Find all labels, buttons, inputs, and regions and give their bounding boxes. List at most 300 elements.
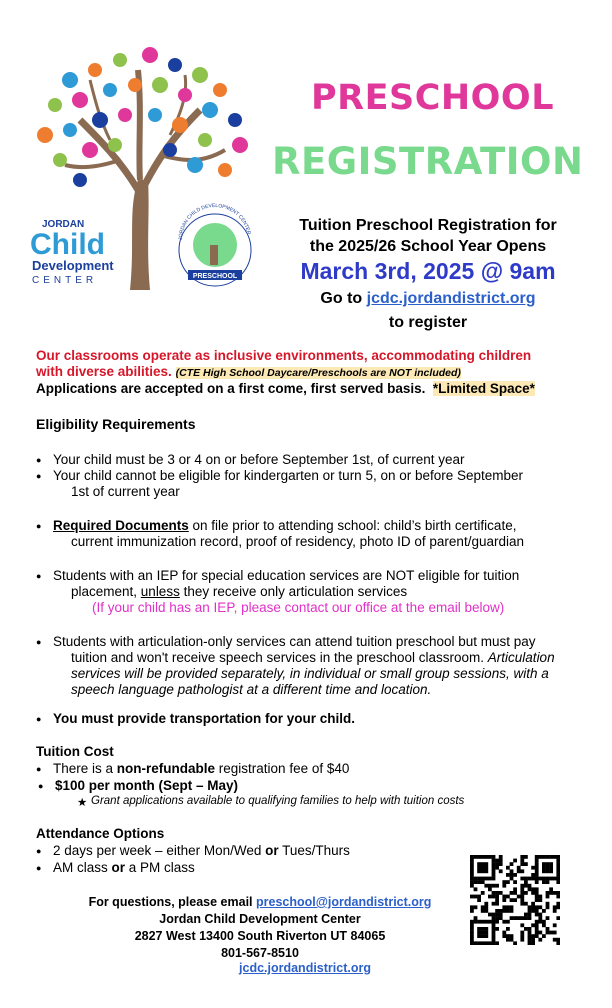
qr-module (553, 905, 557, 909)
tuition-item-fee (53, 761, 349, 777)
attendance-item-session (53, 860, 195, 876)
qr-module (517, 869, 521, 873)
qr-module (474, 905, 478, 909)
qr-module (517, 866, 521, 870)
qr-module (499, 891, 503, 895)
qr-module (484, 927, 488, 931)
registration-opens-line2: the 2025/26 School Year Opens (309, 238, 547, 255)
questions-line (60, 894, 460, 911)
qr-module (488, 941, 492, 945)
qr-module (535, 895, 539, 899)
qr-module (492, 862, 496, 866)
qr-module (520, 855, 524, 859)
jcdc-logo-tree-illustration (10, 40, 280, 300)
qr-module (510, 873, 514, 877)
iep-text-a: placement, (71, 584, 141, 599)
registration-opens-line1: Tuition Preschool Registration for (299, 217, 557, 234)
qr-module (484, 855, 488, 859)
iep-unless: unless (140, 584, 180, 599)
qr-module (492, 877, 496, 881)
page-title-line1: PRESCHOOL (310, 78, 554, 118)
qr-module (556, 862, 560, 866)
qr-module (538, 916, 542, 920)
qr-module (492, 920, 496, 924)
qr-code[interactable] (470, 855, 560, 945)
qr-module (495, 862, 499, 866)
qr-module (488, 855, 492, 859)
qr-module (520, 902, 524, 906)
qr-module (528, 887, 532, 891)
qr-module (549, 862, 553, 866)
qr-module (549, 855, 553, 859)
eligibility-item-kindergarten-cont: 1st of current year (71, 484, 180, 499)
qr-module (542, 909, 546, 913)
qr-module (484, 869, 488, 873)
qr-module (546, 891, 550, 895)
qr-module (520, 859, 524, 863)
qr-module (477, 941, 481, 945)
qr-module (520, 895, 524, 899)
qr-module (492, 941, 496, 945)
badge-label: PRESCHOOL (192, 273, 238, 280)
iep-text-b: they receive only articulation services (179, 584, 408, 599)
qr-module (495, 866, 499, 870)
qr-module (492, 938, 496, 942)
questions-text: For questions, please email (88, 895, 256, 909)
qr-module (470, 909, 474, 913)
qr-module (524, 902, 528, 906)
qr-module (502, 909, 506, 913)
qr-module (535, 934, 539, 938)
qr-module (513, 941, 517, 945)
qr-module (481, 855, 485, 859)
qr-module (553, 877, 557, 881)
articulation-line2 (71, 650, 612, 666)
qr-module (538, 877, 542, 881)
qr-module (556, 938, 560, 942)
qr-module (535, 923, 539, 927)
qr-module (524, 916, 528, 920)
qr-module (546, 866, 550, 870)
qr-module (553, 923, 557, 927)
qr-module (484, 884, 488, 888)
qr-module (481, 941, 485, 945)
qr-module (556, 941, 560, 945)
qr-module (535, 905, 539, 909)
qr-module (517, 916, 521, 920)
qr-module (520, 923, 524, 927)
qr-module (531, 891, 535, 895)
qr-module (528, 916, 532, 920)
qr-module (499, 862, 503, 866)
qr-module (499, 909, 503, 913)
qr-module (495, 920, 499, 924)
qr-module (474, 880, 478, 884)
qr-module (528, 905, 532, 909)
qr-module (488, 887, 492, 891)
qr-module (492, 873, 496, 877)
qr-module (531, 877, 535, 881)
limited-space-badge: *Limited Space* (432, 381, 535, 396)
iep-contact-note: (If your child has an IEP, please contact our office at the email below) (92, 600, 505, 615)
qr-module (481, 934, 485, 938)
qr-module (506, 895, 510, 899)
qr-module (495, 941, 499, 945)
qr-module (520, 916, 524, 920)
inclusive-statement-tail: with diverse abilities. (36, 364, 172, 379)
qr-module (506, 905, 510, 909)
address: 2827 West 13400 South Riverton UT 84065 (134, 929, 386, 943)
qr-module (495, 902, 499, 906)
qr-module (520, 934, 524, 938)
qr-module (531, 887, 535, 891)
qr-module (484, 905, 488, 909)
qr-module (492, 913, 496, 917)
qr-module (549, 891, 553, 895)
qr-module (499, 869, 503, 873)
qr-module (556, 895, 560, 899)
qr-module (546, 869, 550, 873)
qr-module (546, 877, 550, 881)
qr-module (556, 869, 560, 873)
qr-module (477, 866, 481, 870)
qr-module (510, 909, 514, 913)
qr-module (520, 884, 524, 888)
qr-module (528, 927, 532, 931)
qr-module (477, 877, 481, 881)
qr-module (499, 913, 503, 917)
eligibility-item-age: ● Your child must be 3 or 4 on or before September 1st, of current year (53, 452, 464, 468)
qr-module (524, 891, 528, 895)
qr-module (524, 913, 528, 917)
required-documents-cont: current immunization record, proof of residency, photo ID of parent/guardian (71, 534, 524, 549)
qr-module (470, 941, 474, 945)
qr-module (492, 927, 496, 931)
qr-module (477, 931, 481, 935)
qr-module (542, 880, 546, 884)
qr-module (470, 880, 474, 884)
qr-module (495, 927, 499, 931)
qr-module (495, 859, 499, 863)
qr-module (470, 931, 474, 935)
qr-module (502, 905, 506, 909)
qr-module (495, 909, 499, 913)
qr-module (488, 920, 492, 924)
qr-module (484, 866, 488, 870)
qr-module (484, 934, 488, 938)
eligibility-heading: Eligibility Requirements (36, 416, 196, 432)
qr-module (553, 938, 557, 942)
qr-module (499, 859, 503, 863)
qr-module (513, 880, 517, 884)
qr-module (546, 862, 550, 866)
qr-module (546, 916, 550, 920)
qr-module (499, 855, 503, 859)
qr-module (556, 859, 560, 863)
qr-module (556, 866, 560, 870)
qr-module (549, 877, 553, 881)
qr-module (484, 931, 488, 935)
qr-module (481, 862, 485, 866)
qr-module (484, 909, 488, 913)
footer-website-link[interactable]: jcdc.jordandistrict.org (239, 961, 371, 975)
qr-module (535, 909, 539, 913)
days-text-a: 2 days per week – either Mon/Wed (53, 843, 266, 858)
qr-module (520, 938, 524, 942)
qr-module (502, 880, 506, 884)
qr-module (495, 895, 499, 899)
qr-module (556, 916, 560, 920)
qr-module (520, 931, 524, 935)
qr-module (492, 891, 496, 895)
qr-module (528, 909, 532, 913)
qr-module (528, 884, 532, 888)
qr-module (556, 880, 560, 884)
qr-module (538, 895, 542, 899)
qr-module (510, 934, 514, 938)
qr-module (474, 895, 478, 899)
qr-module (495, 916, 499, 920)
qr-module (546, 895, 550, 899)
eligibility-item-documents (53, 518, 516, 534)
qr-module (535, 855, 539, 859)
qr-module (556, 902, 560, 906)
qr-module (535, 866, 539, 870)
qr-module (470, 869, 474, 873)
qr-module (488, 895, 492, 899)
qr-module (484, 862, 488, 866)
qr-module (513, 887, 517, 891)
qr-module (506, 880, 510, 884)
qr-module (506, 938, 510, 942)
qr-module (546, 902, 550, 906)
qr-module (470, 862, 474, 866)
qr-module (492, 895, 496, 899)
qr-module (538, 905, 542, 909)
qr-module (538, 898, 542, 902)
qr-module (553, 931, 557, 935)
qr-module (481, 905, 485, 909)
qr-module (502, 920, 506, 924)
email-link[interactable]: preschool@jordandistrict.org (256, 895, 432, 909)
qr-module (556, 905, 560, 909)
qr-module (481, 877, 485, 881)
qr-module (481, 891, 485, 895)
qr-module (470, 905, 474, 909)
qr-module (477, 869, 481, 873)
qr-module (495, 891, 499, 895)
qr-module (546, 927, 550, 931)
qr-module (542, 877, 546, 881)
qr-module (542, 866, 546, 870)
qr-module (481, 869, 485, 873)
qr-module (510, 898, 514, 902)
qr-module (535, 898, 539, 902)
qr-module (506, 934, 510, 938)
qr-module (531, 873, 535, 877)
register-text: to register (388, 314, 468, 331)
page-title-line2: REGISTRATION (272, 140, 584, 183)
qr-module (474, 877, 478, 881)
qr-module (492, 869, 496, 873)
articulation-text-a: tuition and won't receive speech services in the preschool classroom. (71, 650, 488, 665)
qr-module (535, 873, 539, 877)
qr-module (524, 927, 528, 931)
org-name: Jordan Child Development Center (159, 912, 361, 926)
qr-module (484, 920, 488, 924)
qr-module (513, 859, 517, 863)
qr-module (531, 934, 535, 938)
attendance-item-days (53, 843, 350, 859)
qr-module (520, 898, 524, 902)
qr-module (553, 909, 557, 913)
qr-module (542, 862, 546, 866)
eligibility-item-kindergarten: ● Your child cannot be eligible for kindergarten or turn 5, on or before September (53, 468, 523, 484)
qr-module (470, 884, 474, 888)
qr-module (481, 927, 485, 931)
qr-module (542, 934, 546, 938)
website-link[interactable]: jcdc.jordandistrict.org (366, 290, 536, 307)
qr-module (510, 877, 514, 881)
qr-module (488, 877, 492, 881)
qr-module (470, 938, 474, 942)
qr-module (484, 941, 488, 945)
qr-module (506, 920, 510, 924)
qr-module (502, 931, 506, 935)
badge-ring-text: JORDAN CHILD DEVELOPMENT CENTER (177, 202, 252, 241)
qr-module (492, 855, 496, 859)
qr-module (470, 920, 474, 924)
qr-module (531, 905, 535, 909)
qr-module (528, 877, 532, 881)
inclusive-statement-line1: Our classrooms operate as inclusive environments, accommodating children (36, 348, 532, 363)
qr-module (531, 902, 535, 906)
qr-module (549, 931, 553, 935)
logo-center-text: CENTER (32, 275, 98, 286)
qr-module (488, 884, 492, 888)
qr-module (553, 855, 557, 859)
qr-module (513, 898, 517, 902)
qr-module (513, 916, 517, 920)
qr-module (520, 877, 524, 881)
qr-module (492, 934, 496, 938)
qr-module (556, 873, 560, 877)
qr-module (520, 891, 524, 895)
qr-module (488, 913, 492, 917)
qr-module (474, 855, 478, 859)
qr-module (481, 920, 485, 924)
qr-module (506, 866, 510, 870)
logo-development-text: Development (32, 258, 114, 273)
qr-module (528, 931, 532, 935)
qr-module (531, 866, 535, 870)
qr-module (492, 923, 496, 927)
qr-module (499, 916, 503, 920)
qr-module (477, 855, 481, 859)
qr-module (528, 913, 532, 917)
qr-module (495, 898, 499, 902)
qr-module (531, 909, 535, 913)
qr-module (492, 866, 496, 870)
qr-module (513, 891, 517, 895)
qr-module (484, 902, 488, 906)
qr-module (510, 938, 514, 942)
goto-text: Go to (320, 290, 367, 307)
qr-module (477, 862, 481, 866)
articulation-text-b: Articulation (487, 650, 555, 665)
qr-module (535, 913, 539, 917)
qr-module (481, 931, 485, 935)
qr-module (492, 931, 496, 935)
qr-module (474, 941, 478, 945)
qr-module (520, 869, 524, 873)
fee-text-a: There is a (53, 761, 117, 776)
qr-module (470, 873, 474, 877)
qr-module (474, 916, 478, 920)
qr-module (477, 895, 481, 899)
articulation-line4: speech language pathologist at a different time and location. (71, 682, 432, 697)
qr-module (495, 884, 499, 888)
qr-module (470, 877, 474, 881)
qr-module (474, 920, 478, 924)
qr-module (535, 887, 539, 891)
grant-note: ★ Grant applications available to qualifying families to help with tuition costs (91, 795, 464, 807)
qr-module (546, 855, 550, 859)
qr-module (535, 869, 539, 873)
qr-module (531, 941, 535, 945)
qr-module (470, 859, 474, 863)
eligibility-item-iep: ● Students with an IEP for special education services are NOT eligible for tuition (53, 568, 519, 584)
qr-module (502, 934, 506, 938)
qr-module (538, 855, 542, 859)
fee-text-b: registration fee of $40 (215, 761, 350, 776)
qr-module (528, 941, 532, 945)
qr-module (517, 895, 521, 899)
session-or: or (111, 860, 126, 875)
qr-module (528, 938, 532, 942)
qr-module (477, 934, 481, 938)
session-text-b: a PM class (125, 860, 195, 875)
attendance-heading: Attendance Options (36, 826, 165, 841)
eligibility-item-iep-cont (71, 584, 612, 600)
qr-module (538, 938, 542, 942)
session-text-a: AM class (53, 860, 112, 875)
qr-module (484, 877, 488, 881)
qr-module (477, 920, 481, 924)
qr-module (546, 880, 550, 884)
qr-module (506, 909, 510, 913)
qr-module (524, 877, 528, 881)
qr-module (549, 887, 553, 891)
qr-module (535, 891, 539, 895)
qr-module (542, 923, 546, 927)
qr-module (492, 902, 496, 906)
qr-module (556, 891, 560, 895)
qr-module (510, 869, 514, 873)
qr-module (510, 905, 514, 909)
qr-module (477, 898, 481, 902)
qr-module (474, 887, 478, 891)
qr-module (492, 916, 496, 920)
qr-module (470, 895, 474, 899)
qr-module (520, 862, 524, 866)
inclusive-statement-line2 (36, 364, 581, 381)
qr-module (470, 923, 474, 927)
days-or: or (265, 843, 279, 858)
qr-module (531, 923, 535, 927)
qr-module (538, 920, 542, 924)
qr-module (495, 913, 499, 917)
